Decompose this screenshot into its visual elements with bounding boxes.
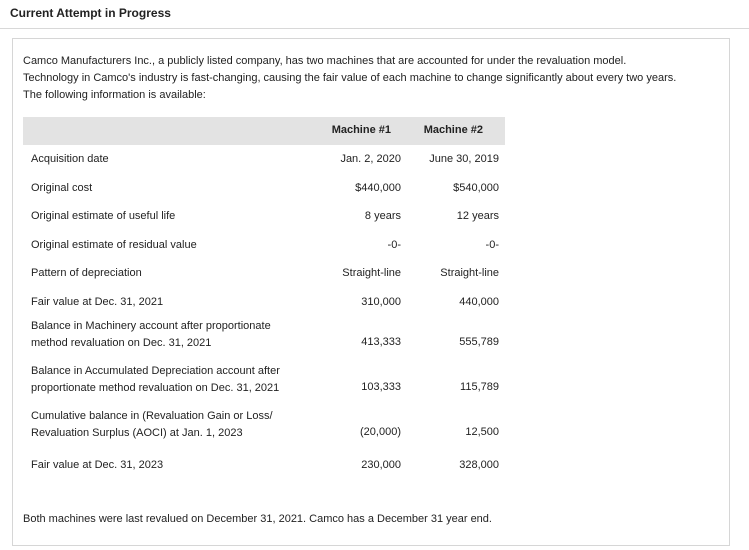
row-label	[31, 457, 163, 474]
machine-2-value: -0-	[485, 238, 499, 251]
row-label	[31, 151, 109, 168]
row-label	[31, 318, 271, 352]
table-header-row	[23, 117, 505, 145]
row-label-line: Fair value at Dec. 31, 2023	[31, 459, 164, 471]
question-panel	[12, 38, 730, 546]
row-label-line: Balance in Machinery account after proportionate	[31, 320, 271, 332]
machine-2-value: 555,789	[459, 336, 499, 348]
row-label	[31, 208, 175, 225]
row-label	[31, 180, 92, 197]
machine-2-value: 440,000	[459, 295, 499, 308]
row-label-line: Pattern of depreciation	[31, 267, 142, 279]
intro-line-3: The following information is available:	[23, 89, 206, 101]
row-label-line: Original estimate of residual value	[31, 238, 197, 251]
row-label	[31, 363, 280, 397]
machine-1-value: 103,333	[361, 381, 401, 393]
machine-1-value: $440,000	[355, 181, 401, 194]
machine-1-value: (20,000)	[360, 426, 401, 438]
row-label-line: Acquisition date	[31, 153, 109, 165]
machine-1-value: 8 years	[364, 210, 401, 222]
header-divider	[0, 28, 749, 29]
machine-1-value: Straight-line	[342, 267, 401, 279]
column-header-machine-2: Machine #2	[423, 124, 483, 136]
row-label	[31, 237, 197, 254]
machine-1-value: -0-	[387, 238, 401, 251]
machine-2-value: 115,789	[460, 381, 499, 393]
row-label-line: Balance in Accumulated Depreciation account after	[31, 365, 280, 377]
machine-2-value: 12,500	[465, 426, 499, 438]
page-header-title: Current Attempt in Progress	[10, 6, 171, 20]
row-label-line: proportionate method revaluation on Dec. 31, 2021	[31, 382, 280, 394]
machine-2-value: Straight-line	[440, 267, 499, 279]
intro-line-1: Camco Manufacturers Inc., a publicly listed company, has two machines that are accounted for under the revaluation model.	[23, 55, 627, 67]
row-label	[31, 294, 163, 311]
problem-intro	[23, 53, 723, 104]
footer-note: Both machines were last revalued on December 31, 2021. Camco has a December 31 year end.	[23, 513, 492, 525]
machine-1-value: 310,000	[361, 295, 401, 308]
row-label	[31, 265, 142, 282]
machine-1-value: Jan. 2, 2020	[340, 153, 401, 165]
row-label-line: Revaluation Surplus (AOCI) at Jan. 1, 2023	[31, 427, 243, 439]
row-label	[31, 408, 273, 442]
row-label-line: Cumulative balance in (Revaluation Gain or Loss/	[31, 410, 273, 422]
machine-2-value: 12 years	[456, 210, 499, 222]
machine-2-value: June 30, 2019	[429, 153, 499, 165]
machine-2-value: 328,000	[459, 459, 499, 471]
row-label-line: Fair value at Dec. 31, 2021	[31, 295, 164, 308]
machine-1-value: 413,333	[361, 336, 401, 348]
machine-2-value: $540,000	[453, 181, 499, 194]
row-label-line: method revaluation on Dec. 31, 2021	[31, 337, 212, 349]
column-header-machine-1: Machine #1	[331, 124, 391, 136]
intro-line-2: Technology in Camco's industry is fast-changing, causing the fair value of each machine to change significantly about every two years.	[23, 72, 677, 84]
machine-1-value: 230,000	[361, 459, 401, 471]
row-label-line: Original estimate of useful life	[31, 210, 176, 222]
row-label-line: Original cost	[31, 181, 93, 194]
